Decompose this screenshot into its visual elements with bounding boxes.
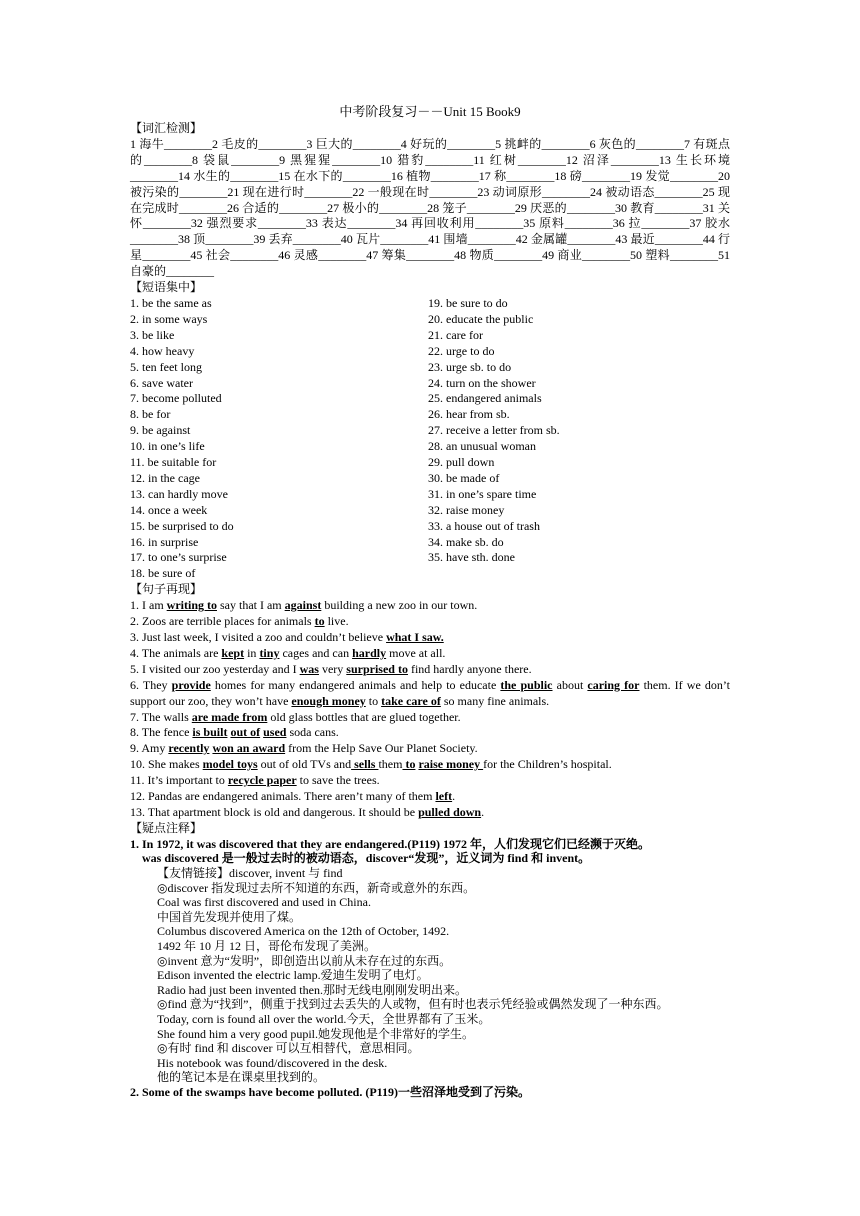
phrase-item: 2. in some ways bbox=[130, 311, 208, 326]
keyword-emphasis: is built bbox=[192, 725, 228, 740]
phrase-item: 31. in one’s spare time bbox=[428, 486, 537, 501]
sentence-item: 9. Amy recently won an award from the Help Save Our Planet Society. bbox=[130, 741, 478, 756]
sentence-item: 11. It’s important to recycle paper to save the trees. bbox=[130, 773, 380, 788]
keyword-emphasis: pulled down bbox=[418, 804, 482, 819]
phrase-list-right bbox=[428, 296, 726, 582]
page-title: 中考阶段复习－－Unit 15 Book9 bbox=[339, 104, 521, 119]
keyword-emphasis: left bbox=[435, 789, 453, 804]
keyword-emphasis: raise money bbox=[418, 757, 484, 772]
sentence-item: 5. I visited our zoo yesterday and I was very surprised to find hardly anyone there. bbox=[130, 661, 532, 676]
phrase-item: 14. once a week bbox=[130, 502, 208, 517]
section-vocab-heading: 【词汇检测】 bbox=[130, 121, 203, 135]
phrase-item: 29. pull down bbox=[428, 455, 495, 470]
keyword-emphasis: out of bbox=[230, 725, 261, 740]
keyword-emphasis: kept bbox=[221, 645, 245, 660]
keyword-emphasis: enough money bbox=[291, 693, 366, 708]
phrase-item: 4. how heavy bbox=[130, 343, 195, 358]
phrase-item: 6. save water bbox=[130, 375, 193, 390]
keyword-emphasis: recently bbox=[168, 741, 210, 756]
phrase-item: 15. be surprised to do bbox=[130, 518, 234, 533]
section-notes-heading: 【疑点注释】 bbox=[130, 820, 203, 835]
keyword-emphasis: recycle paper bbox=[227, 773, 297, 788]
phrase-item: 1. be the same as bbox=[130, 295, 212, 310]
keyword-emphasis: tiny bbox=[259, 645, 280, 660]
keyword-emphasis: won an award bbox=[212, 741, 286, 756]
note-line: 中国首先发现并使用了煤。 bbox=[157, 909, 302, 924]
keyword-emphasis: to bbox=[402, 757, 416, 772]
keyword-emphasis: sells bbox=[351, 757, 379, 772]
phrase-item: 20. educate the public bbox=[428, 311, 534, 326]
sentence-item: 10. She makes model toys out of old TVs and sells them to raise money for the Children’s hospital. bbox=[130, 757, 612, 772]
phrase-item: 30. be made of bbox=[428, 470, 500, 485]
sentence-item: 13. That apartment block is old and dangerous. It should be pulled down. bbox=[130, 804, 485, 819]
keyword-emphasis: against bbox=[284, 598, 322, 613]
keyword-emphasis: hardly bbox=[352, 645, 387, 660]
keyword-emphasis: surprised to bbox=[346, 661, 408, 676]
phrase-item: 9. be against bbox=[130, 423, 191, 438]
note-line: His notebook was found/discovered in the desk. bbox=[157, 1055, 388, 1070]
phrase-item: 7. become polluted bbox=[130, 391, 222, 406]
phrase-item: 23. urge sb. to do bbox=[428, 359, 512, 374]
phrase-item: 27. receive a letter from sb. bbox=[428, 423, 560, 438]
keyword-emphasis: used bbox=[263, 725, 287, 740]
sentence-list bbox=[130, 598, 730, 821]
phrase-item: 3. be like bbox=[130, 327, 175, 342]
note-line: Edison invented the electric lamp.爱迪生发明了电灯。 bbox=[157, 968, 429, 983]
keyword-emphasis: caring for bbox=[587, 677, 640, 692]
notes-list bbox=[130, 837, 730, 1100]
note-line: 1. In 1972, it was discovered that they are endangered.(P119) 1972 年，人们发现它们已经濒于灭绝。 bbox=[130, 836, 650, 851]
phrase-item: 8. be for bbox=[130, 407, 171, 422]
sentence-item: 8. The fence is built out of used soda cans. bbox=[130, 725, 339, 740]
phrase-item: 35. have sth. done bbox=[428, 550, 515, 565]
phrase-item: 12. in the cage bbox=[130, 470, 200, 485]
note-line: ◎invent 意为“发明”，即创造出以前从未存在过的东西。 bbox=[157, 953, 452, 968]
note-line: ◎find 意为“找到”，侧重于找到过去丢失的人或物，但有时也表示凭经验或偶然发现了一种东西。 bbox=[157, 997, 669, 1012]
phrase-item: 13. can hardly move bbox=[130, 486, 228, 501]
note-line: Radio had just been invented then.那时无线电刚刚发明出来。 bbox=[157, 982, 467, 997]
section-phrases-heading: 【短语集中】 bbox=[130, 280, 203, 295]
phrase-columns bbox=[130, 296, 730, 582]
note-line: ◎discover 指发现过去所不知道的东西，新奇或意外的东西。 bbox=[157, 880, 476, 895]
sentence-item: 6. They provide homes for many endangered animals and help to educate the public about caring for them. If we don’t support our zoo, they won’t have enough money to take care of so many fine animals. bbox=[130, 677, 730, 708]
keyword-emphasis: take care of bbox=[381, 693, 441, 708]
sentence-item: 2. Zoos are terrible places for animals to live. bbox=[130, 614, 349, 629]
keyword-emphasis: what I saw. bbox=[386, 630, 444, 644]
keyword-emphasis: was bbox=[299, 661, 319, 676]
phrase-list-left bbox=[130, 296, 428, 582]
phrase-item: 28. an unusual woman bbox=[428, 439, 536, 454]
document-page bbox=[130, 104, 730, 1099]
phrase-item: 33. a house out of trash bbox=[428, 518, 540, 533]
keyword-emphasis: writing to bbox=[166, 598, 217, 613]
sentence-item: 4. The animals are kept in tiny cages and can hardly move at all. bbox=[130, 645, 446, 660]
note-line: 他的笔记本是在课桌里找到的。 bbox=[157, 1070, 326, 1085]
note-line: 【友情链接】discover, invent 与 find bbox=[157, 865, 343, 880]
phrase-item: 22. urge to do bbox=[428, 343, 495, 358]
phrase-item: 5. ten feet long bbox=[130, 359, 202, 374]
phrase-item: 17. to one’s surprise bbox=[130, 550, 227, 565]
note-line: 1492 年 10 月 12 日，哥伦布发现了美洲。 bbox=[157, 938, 377, 953]
sentence-item: 3. Just last week, I visited a zoo and couldn’t believe what I saw. bbox=[130, 630, 444, 644]
sentence-item: 1. I am writing to say that I am against building a new zoo in our town. bbox=[130, 598, 478, 613]
phrase-item: 18. be sure of bbox=[130, 566, 196, 581]
sentence-item: 7. The walls are made from old glass bottles that are glued together. bbox=[130, 709, 461, 724]
keyword-emphasis: are made from bbox=[191, 709, 268, 724]
phrase-item: 10. in one’s life bbox=[130, 439, 205, 454]
phrase-item: 11. be suitable for bbox=[130, 455, 217, 470]
phrase-item: 32. raise money bbox=[428, 502, 505, 517]
note-line: Today, corn is found all over the world.今天，全世界都有了玉米。 bbox=[157, 1011, 491, 1026]
phrase-item: 26. hear from sb. bbox=[428, 407, 510, 422]
vocab-exercise: 1 海牛________2 毛皮的________3 巨大的________4 好玩的________5 挑衅的________6 灰色的________7 有斑点的________8 袋鼠________9 黑猩猩________10 猎豹________11 红树________12 沼泽________13 生长环境________14 水生的________15 在水下的________16 植物________17 称________18 磅________19 发觉________20 被污染的________21 现在进行时________22 一般现在时________23 动词原形________24 被动语态________25 现在完成时________26 合适的________27 极小的________28 笼子________29 厌恶的________30 教育________31 关怀________32 强烈要求________33 表达________34 再回收利用________35 原料________36 拉________37 胶水________38 顶________39 丢弃________40 瓦片________41 围墙________42 金属罐________43 最近________44 行星________45 社会________46 灵感________47 筹集________48 物质________49 商业________50 塑料________51 自豪的________ bbox=[130, 136, 730, 279]
keyword-emphasis: model toys bbox=[202, 757, 258, 772]
note-line: She found him a very good pupil.她发现他是个非常好的学生。 bbox=[157, 1026, 474, 1041]
note-line: ◎有时 find 和 discover 可以互相替代，意思相同。 bbox=[157, 1041, 420, 1056]
keyword-emphasis: the public bbox=[500, 677, 553, 692]
section-sentences-heading: 【句子再现】 bbox=[130, 582, 203, 597]
phrase-item: 24. turn on the shower bbox=[428, 375, 536, 390]
note-line: 2. Some of the swamps have become polluted. (P119)一些沼泽地受到了污染。 bbox=[130, 1084, 530, 1099]
note-line: was discovered 是一般过去时的被动语态，discover“发现”，近义词为 find 和 invent。 bbox=[142, 851, 591, 866]
note-line: Columbus discovered America on the 12th of October, 1492. bbox=[157, 924, 450, 939]
phrase-item: 25. endangered animals bbox=[428, 391, 542, 406]
phrase-item: 19. be sure to do bbox=[428, 295, 508, 310]
note-line: Coal was first discovered and used in China. bbox=[157, 895, 371, 910]
phrase-item: 34. make sb. do bbox=[428, 534, 504, 549]
phrase-item: 21. care for bbox=[428, 327, 483, 342]
phrase-item: 16. in surprise bbox=[130, 534, 199, 549]
keyword-emphasis: to bbox=[314, 614, 325, 629]
sentence-item: 12. Pandas are endangered animals. There aren’t many of them left. bbox=[130, 789, 456, 804]
keyword-emphasis: provide bbox=[171, 677, 211, 692]
